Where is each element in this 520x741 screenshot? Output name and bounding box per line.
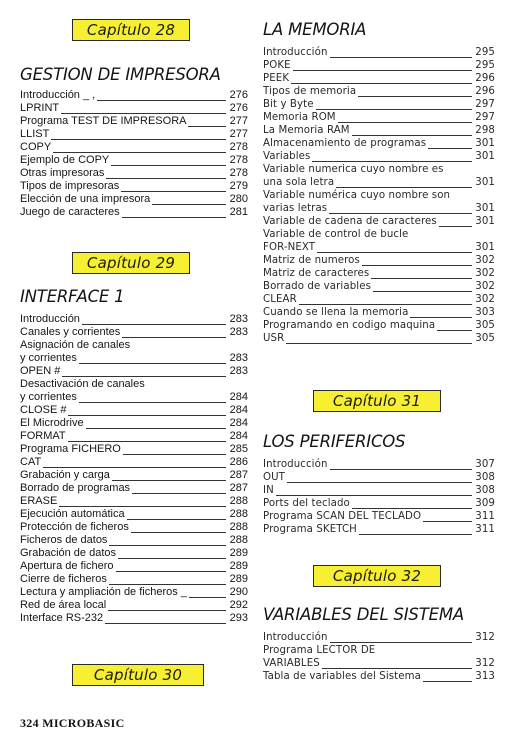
toc-entry-page-number: 308 bbox=[472, 484, 495, 497]
toc-entry-page-number: 279 bbox=[227, 180, 248, 193]
toc-entry bbox=[263, 267, 495, 280]
toc-entry bbox=[20, 154, 248, 167]
toc-entry-page-number: 283 bbox=[227, 326, 248, 339]
toc-entry-label: LPRINT bbox=[20, 102, 60, 114]
toc-entry-page-number: 311 bbox=[472, 523, 495, 536]
toc-entry-label: Tipos de memoria bbox=[263, 86, 357, 97]
toc-entry-label: CAT bbox=[20, 456, 42, 468]
toc-list-interface bbox=[20, 313, 248, 625]
toc-entry bbox=[263, 306, 495, 319]
toc-entry-page-number: 305 bbox=[472, 332, 495, 345]
toc-entry bbox=[20, 128, 248, 141]
toc-entry-label: y corrientes bbox=[20, 352, 77, 364]
toc-entry bbox=[20, 326, 248, 339]
toc-entry-label: USR bbox=[263, 333, 285, 344]
toc-entry-label: Variable numérica cuyo nombre son bbox=[263, 190, 451, 201]
toc-entry-page-number: 301 bbox=[472, 150, 495, 163]
section-title-interface-1: INTERFACE 1 bbox=[20, 287, 125, 306]
toc-entry bbox=[263, 332, 495, 345]
toc-entry-label: LLIST bbox=[20, 128, 50, 140]
toc-entry bbox=[263, 150, 495, 163]
toc-entry bbox=[263, 46, 495, 59]
page-footer: 324 MICROBASIC bbox=[20, 716, 125, 730]
toc-entry-label: Programa LECTOR DE bbox=[263, 645, 376, 656]
toc-entry bbox=[263, 458, 495, 471]
toc-entry bbox=[20, 404, 248, 417]
toc-entry-label: Tipos de impresoras bbox=[20, 180, 120, 192]
toc-entry bbox=[20, 206, 248, 219]
toc-entry-label: Elección de una impresora bbox=[20, 193, 151, 205]
toc-entry bbox=[20, 180, 248, 193]
toc-entry-label: Red de área local bbox=[20, 599, 107, 611]
toc-entry-label: Tabla de variables del Sistema bbox=[263, 671, 422, 682]
toc-entry-label: La Memoria RAM bbox=[263, 125, 350, 136]
toc-entry-label: y corrientes bbox=[20, 391, 77, 403]
toc-entry bbox=[263, 98, 495, 111]
toc-entry bbox=[20, 339, 248, 352]
toc-entry bbox=[20, 102, 248, 115]
toc-entry-label: Variable de control de bucle bbox=[263, 229, 409, 240]
toc-entry bbox=[20, 378, 248, 391]
toc-entry-label: Matriz de numeros bbox=[263, 255, 360, 266]
toc-entry-label: Introducción bbox=[263, 632, 328, 643]
toc-entry-label: Cuando se llena la memoria bbox=[263, 307, 409, 318]
toc-entry-page-number: 283 bbox=[227, 313, 248, 326]
toc-entry-label: ERASE bbox=[20, 495, 58, 507]
toc-entry bbox=[263, 137, 495, 150]
toc-entry-page-number: 312 bbox=[472, 631, 495, 644]
toc-entry-label: Ejecución automática bbox=[20, 508, 125, 520]
toc-entry-label: Programa FICHERO bbox=[20, 443, 121, 455]
toc-list-memoria bbox=[263, 46, 495, 345]
toc-entry bbox=[20, 417, 248, 430]
toc-entry-label: OUT bbox=[263, 472, 285, 483]
toc-entry bbox=[263, 484, 495, 497]
toc-entry-page-number: 278 bbox=[227, 141, 248, 154]
toc-entry-label: Programando en codigo maquina bbox=[263, 320, 436, 331]
toc-entry-label: Memoria ROM bbox=[263, 112, 336, 123]
toc-entry-label: Programa SKETCH bbox=[263, 524, 357, 535]
toc-entry-label: Matriz de caracteres bbox=[263, 268, 370, 279]
toc-entry-page-number: 301 bbox=[472, 241, 495, 254]
toc-entry-label: CLOSE # bbox=[20, 404, 67, 416]
toc-entry-page-number: 295 bbox=[472, 46, 495, 59]
toc-entry-label: Grabación y carga bbox=[20, 469, 110, 481]
toc-entry-page-number: 297 bbox=[472, 98, 495, 111]
toc-entry-label: Protección de ficheros bbox=[20, 521, 129, 533]
toc-entry-page-number: 305 bbox=[472, 319, 495, 332]
toc-entry bbox=[263, 293, 495, 306]
toc-entry bbox=[20, 521, 248, 534]
toc-entry-label: OPEN # bbox=[20, 365, 61, 377]
toc-entry bbox=[20, 599, 248, 612]
toc-entry-page-number: 301 bbox=[472, 137, 495, 150]
toc-entry-page-number: 302 bbox=[472, 254, 495, 267]
section-title-los-perifericos: LOS PERIFERICOS bbox=[263, 432, 406, 451]
toc-entry bbox=[20, 456, 248, 469]
toc-entry-label: Borrado de programas bbox=[20, 482, 131, 494]
toc-entry bbox=[20, 586, 248, 599]
toc-entry-page-number: 283 bbox=[227, 365, 248, 378]
toc-entry bbox=[263, 72, 495, 85]
toc-entry bbox=[20, 573, 248, 586]
toc-entry-page-number: 288 bbox=[227, 495, 248, 508]
toc-entry-page-number: 288 bbox=[227, 521, 248, 534]
toc-entry-page-number: 281 bbox=[227, 206, 248, 219]
toc-entry-label: Borrado de variables bbox=[263, 281, 371, 292]
toc-entry bbox=[20, 612, 248, 625]
toc-entry-page-number: 302 bbox=[472, 280, 495, 293]
toc-entry-label: El Microdrive bbox=[20, 417, 84, 429]
toc-entry-label: COPY bbox=[20, 141, 52, 153]
section-title-gestion-impresora: GESTION DE IMPRESORA bbox=[20, 65, 221, 84]
toc-entry-page-number: 298 bbox=[472, 124, 495, 137]
toc-entry-page-number: 284 bbox=[227, 430, 248, 443]
toc-entry-page-number: 284 bbox=[227, 391, 248, 404]
toc-entry-page-number: 301 bbox=[472, 176, 495, 189]
toc-entry-page-number: 284 bbox=[227, 404, 248, 417]
toc-entry bbox=[263, 111, 495, 124]
toc-entry-page-number: 293 bbox=[227, 612, 248, 625]
toc-entry-page-number: 302 bbox=[472, 293, 495, 306]
toc-entry-label: Asignación de canales bbox=[20, 339, 131, 351]
toc-entry-label: Bit y Byte bbox=[263, 99, 314, 110]
toc-entry-label: Variable de cadena de caracteres bbox=[263, 216, 437, 227]
toc-entry bbox=[263, 228, 495, 241]
toc-entry-label: Introducción bbox=[263, 47, 328, 58]
toc-entry-page-number: 301 bbox=[472, 215, 495, 228]
toc-entry bbox=[263, 176, 495, 189]
toc-entry-label: Programa TEST DE IMPRESORA bbox=[20, 115, 187, 127]
toc-entry-label: Ficheros de datos bbox=[20, 534, 108, 546]
toc-entry bbox=[263, 85, 495, 98]
toc-entry-page-number: 283 bbox=[227, 352, 248, 365]
toc-entry bbox=[20, 193, 248, 206]
toc-entry-page-number: 277 bbox=[227, 128, 248, 141]
toc-entry-label: Variable numerica cuyo nombre es bbox=[263, 164, 444, 175]
toc-entry bbox=[20, 443, 248, 456]
toc-entry-page-number: 289 bbox=[227, 560, 248, 573]
toc-entry bbox=[20, 313, 248, 326]
toc-entry-page-number: 277 bbox=[227, 115, 248, 128]
toc-entry bbox=[263, 471, 495, 484]
toc-entry bbox=[20, 391, 248, 404]
toc-entry-label: Desactivación de canales bbox=[20, 378, 145, 390]
toc-entry-label: Introducción bbox=[20, 313, 80, 325]
toc-entry-page-number: 296 bbox=[472, 85, 495, 98]
toc-entry-page-number: 278 bbox=[227, 167, 248, 180]
toc-entry-label: PEEK bbox=[263, 73, 290, 84]
toc-entry bbox=[20, 89, 248, 102]
toc-entry bbox=[20, 482, 248, 495]
toc-entry-label: FOR-NEXT bbox=[263, 242, 316, 253]
toc-entry bbox=[263, 241, 495, 254]
toc-entry-page-number: 309 bbox=[472, 497, 495, 510]
toc-entry bbox=[20, 352, 248, 365]
toc-entry-page-number: 278 bbox=[227, 154, 248, 167]
toc-entry-label: POKE bbox=[263, 60, 291, 71]
toc-entry bbox=[263, 497, 495, 510]
section-title-variables-del-sistema: VARIABLES DEL SISTEMA bbox=[263, 605, 464, 624]
toc-entry-label: varias letras bbox=[263, 203, 328, 214]
toc-entry-page-number: 312 bbox=[472, 657, 495, 670]
chapter-31-heading: Capítulo 31 bbox=[313, 390, 441, 412]
toc-entry bbox=[20, 560, 248, 573]
toc-entry bbox=[20, 430, 248, 443]
toc-entry-page-number: 313 bbox=[472, 670, 495, 683]
toc-entry-page-number: 288 bbox=[227, 534, 248, 547]
toc-entry bbox=[263, 124, 495, 137]
toc-entry-page-number: 287 bbox=[227, 469, 248, 482]
toc-entry-label: Introducción _ , bbox=[20, 89, 96, 101]
toc-entry bbox=[20, 469, 248, 482]
toc-entry-page-number: 276 bbox=[227, 102, 248, 115]
chapter-29-heading: Capítulo 29 bbox=[72, 252, 190, 274]
toc-entry-page-number: 288 bbox=[227, 508, 248, 521]
toc-entry-page-number: 292 bbox=[227, 599, 248, 612]
toc-entry-label: Interface RS-232 bbox=[20, 612, 104, 624]
toc-entry-page-number: 284 bbox=[227, 417, 248, 430]
toc-entry-label: Otras impresoras bbox=[20, 167, 105, 179]
toc-entry-label: IN bbox=[263, 485, 274, 496]
toc-entry bbox=[263, 254, 495, 267]
toc-entry bbox=[263, 510, 495, 523]
toc-entry bbox=[263, 644, 495, 657]
toc-entry bbox=[20, 534, 248, 547]
toc-list-perifericos bbox=[263, 458, 495, 536]
toc-entry bbox=[20, 115, 248, 128]
toc-entry-page-number: 289 bbox=[227, 573, 248, 586]
toc-entry-label: Introducción bbox=[263, 459, 328, 470]
toc-entry-label: Apertura de fichero bbox=[20, 560, 114, 572]
toc-entry-page-number: 308 bbox=[472, 471, 495, 484]
toc-entry bbox=[20, 547, 248, 560]
toc-entry bbox=[263, 319, 495, 332]
toc-entry-label: Canales y corrientes bbox=[20, 326, 121, 338]
toc-entry-page-number: 295 bbox=[472, 59, 495, 72]
toc-entry-page-number: 287 bbox=[227, 482, 248, 495]
toc-entry bbox=[263, 523, 495, 536]
toc-entry-label: FORMAT bbox=[20, 430, 66, 442]
toc-entry-page-number: 280 bbox=[227, 193, 248, 206]
toc-entry bbox=[263, 59, 495, 72]
toc-entry-page-number: 296 bbox=[472, 72, 495, 85]
toc-entry bbox=[263, 163, 495, 176]
toc-entry bbox=[263, 202, 495, 215]
toc-entry-page-number: 289 bbox=[227, 547, 248, 560]
toc-entry-label: una sola letra bbox=[263, 177, 335, 188]
toc-entry-page-number: 301 bbox=[472, 202, 495, 215]
toc-entry bbox=[263, 631, 495, 644]
toc-entry-page-number: 285 bbox=[227, 443, 248, 456]
toc-list-gestion bbox=[20, 89, 248, 219]
chapter-32-heading: Capítulo 32 bbox=[313, 565, 441, 587]
toc-entry bbox=[20, 167, 248, 180]
toc-entry-label: Grabación de datos bbox=[20, 547, 117, 559]
toc-entry bbox=[263, 280, 495, 293]
chapter-30-heading: Capítulo 30 bbox=[72, 664, 204, 686]
toc-entry-label: Almacenamiento de programas bbox=[263, 138, 427, 149]
toc-list-variables bbox=[263, 631, 495, 683]
toc-entry bbox=[20, 141, 248, 154]
toc-entry bbox=[263, 189, 495, 202]
toc-entry-label: Cierre de ficheros bbox=[20, 573, 107, 585]
toc-entry-label: VARIABLES bbox=[263, 658, 320, 669]
toc-entry-page-number: 303 bbox=[472, 306, 495, 319]
toc-entry-label: CLEAR bbox=[263, 294, 297, 305]
toc-entry bbox=[263, 670, 495, 683]
toc-entry bbox=[263, 215, 495, 228]
toc-entry-page-number: 290 bbox=[227, 586, 248, 599]
section-title-la-memoria: LA MEMORIA bbox=[263, 20, 367, 39]
toc-entry-label: Ports del teclado bbox=[263, 498, 350, 509]
toc-entry-page-number: 311 bbox=[472, 510, 495, 523]
toc-entry-label: Juego de caracteres bbox=[20, 206, 120, 218]
toc-entry-label: Variables bbox=[263, 151, 311, 162]
toc-entry bbox=[263, 657, 495, 670]
toc-entry-page-number: 297 bbox=[472, 111, 495, 124]
toc-entry-page-number: 302 bbox=[472, 267, 495, 280]
toc-entry-label: Lectura y ampliación de ficheros _ bbox=[20, 586, 187, 598]
toc-entry-page-number: 307 bbox=[472, 458, 495, 471]
toc-entry bbox=[20, 495, 248, 508]
toc-entry-page-number: 286 bbox=[227, 456, 248, 469]
chapter-28-heading: Capítulo 28 bbox=[72, 19, 190, 41]
toc-entry bbox=[20, 508, 248, 521]
toc-entry bbox=[20, 365, 248, 378]
toc-entry-label: Ejemplo de COPY bbox=[20, 154, 110, 166]
toc-entry-page-number: 276 bbox=[227, 89, 248, 102]
toc-entry-label: Programa SCAN DEL TECLADO bbox=[263, 511, 422, 522]
